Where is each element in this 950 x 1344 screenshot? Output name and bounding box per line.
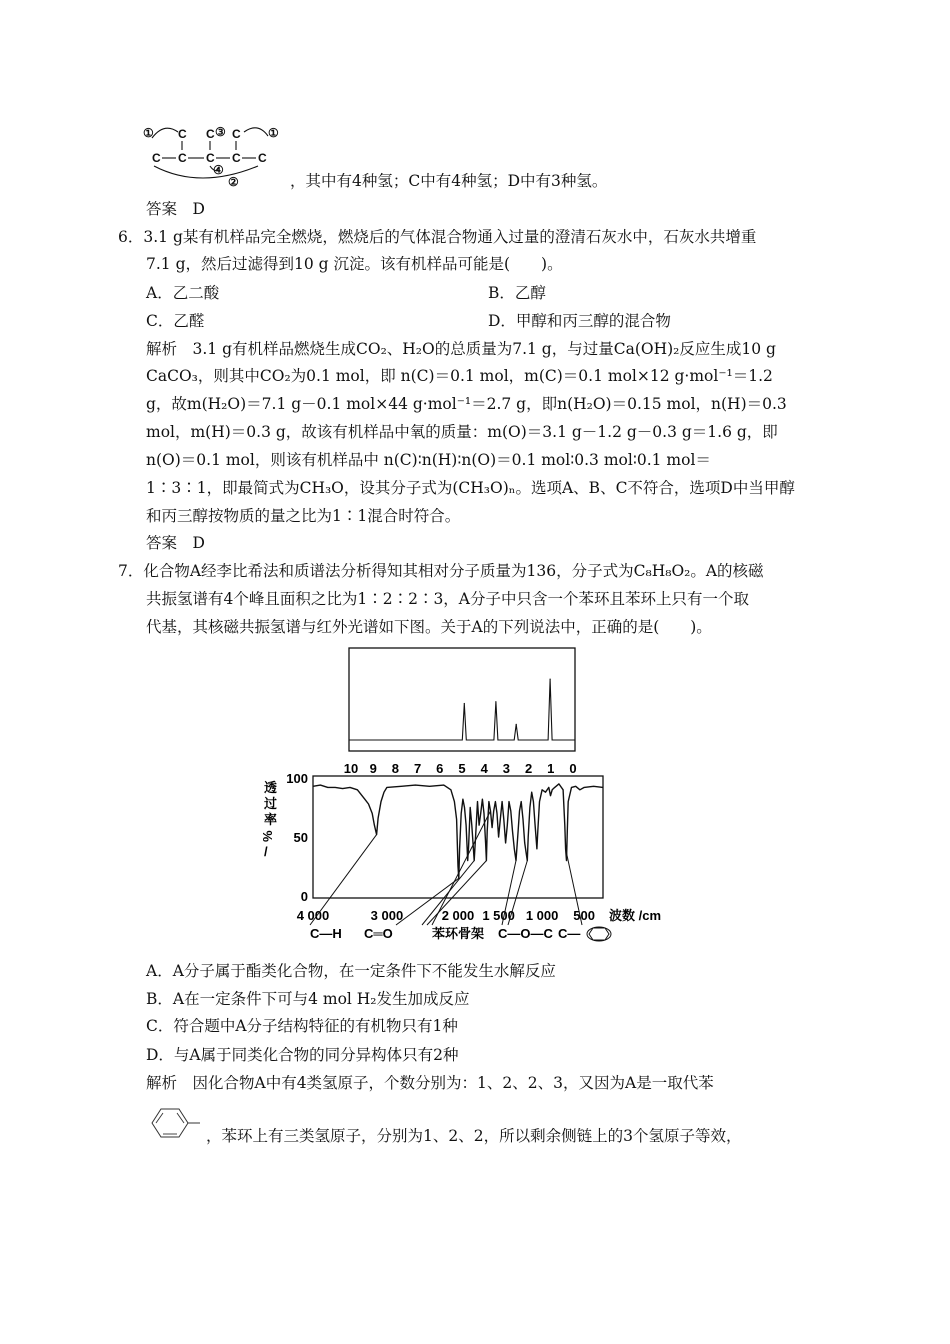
ir-leader-line: [508, 861, 527, 925]
ir-ylabel-1: 透: [264, 780, 278, 795]
nmr-trace: [349, 679, 575, 740]
q6-option-c: C．乙醛: [146, 312, 205, 330]
ir-x-tick-label: 3 000: [370, 908, 404, 923]
q6-analysis-line4: mol，m(H)＝0.3 g，故该有机样品中氧的质量：m(O)＝3.1 g－1.2 g－0.3 g＝1.6 g，即: [146, 423, 778, 441]
q6-analysis-line2: CaCO₃，则其中CO₂为0.1 mol，即 n(C)＝0.1 mol，m(C)＝0.1 mol×12 g·mol⁻¹＝1.2: [146, 367, 773, 385]
mark-3: ③: [215, 125, 226, 139]
ir-ylabel-5: /: [264, 844, 268, 859]
q7-option-a: A．A分子属于酯类化合物，在一定条件下不能发生水解反应: [146, 962, 556, 980]
q6-analysis-line3: g，故m(H₂O)＝7.1 g－0.1 mol×44 g·mol⁻¹＝2.7 g，即n(H₂O)＝0.15 mol，n(H)＝0.3: [146, 395, 787, 413]
ir-annotation-label: 苯环骨架: [432, 926, 485, 941]
atom: C: [152, 151, 161, 165]
ir-y-tick-label: 50: [293, 830, 308, 845]
atom: C: [178, 127, 187, 141]
q7-option-c: C．符合题中A分子结构特征的有机物只有1种: [146, 1017, 458, 1035]
q6-stem-line2: 7.1 g，然后过滤得到10 g 沉淀。该有机样品可能是( )。: [146, 255, 563, 273]
q7-option-d: D．与A属于同类化合物的同分异构体只有2种: [146, 1046, 459, 1064]
nmr-peak: [550, 679, 551, 680]
mark-4: ④: [213, 163, 224, 177]
q6-analysis-line1: 解析 3.1 g有机样品燃烧生成CO₂、H₂O的总质量为7.1 g，与过量Ca(OH)₂反应生成10 g: [146, 340, 776, 358]
ir-annotation-label: C═O: [364, 926, 393, 941]
ir-y-tick-label: 0: [300, 889, 308, 904]
nmr-tick-label: 8: [391, 761, 400, 775]
nmr-tick-label: 5: [458, 761, 466, 775]
atom: C: [258, 151, 267, 165]
atom: C: [178, 151, 187, 165]
q6-answer: 答案 D: [146, 534, 205, 552]
branched-structure-diagram: [140, 120, 280, 192]
atom: C: [206, 127, 215, 141]
ir-phenyl-hexagon: [589, 928, 609, 940]
q7-stem-line1: 7．化合物A经李比希法和质谱法分析得知其相对分子质量为136，分子式为C₈H₈O₂。A的核磁: [118, 562, 764, 580]
ir-x-tick-label: 4 000: [296, 908, 330, 923]
q6-analysis-line5: n(O)＝0.1 mol，则该有机样品中 n(C)∶n(H)∶n(O)＝0.1 mol∶0.3 mol∶0.1 mol＝: [146, 451, 711, 469]
nmr-spectrum-chart: [330, 645, 590, 775]
nmr-tick-label: 4: [480, 761, 488, 775]
q6-option-d: D．甲醇和丙三醇的混合物: [488, 312, 671, 330]
ir-x-tick-label: 1 000: [525, 908, 559, 923]
nmr-tick-label: 10: [343, 761, 359, 775]
q5-answer: 答案 D: [146, 200, 205, 218]
ir-ylabel-4: %: [260, 830, 275, 842]
q6-stem-line1: 6．3.1 g某有机样品完全燃烧，燃烧后的气体混合物通入过量的澄清石灰水中，石灰水共增重: [118, 228, 757, 246]
ir-ylabel-3: 率: [264, 812, 278, 827]
q6-analysis-line6: 1∶3∶1，即最简式为CH₃O，设其分子式为(CH₃O)ₙ。选项A、B、C不符合，选项D中当甲醇: [146, 479, 795, 497]
ir-x-tick-label: 1 500: [482, 908, 515, 923]
nmr-tick-label: 3: [502, 761, 511, 775]
nmr-tick-label: 7: [413, 761, 422, 775]
q7-stem-line2: 共振氢谱有4个峰且面积之比为1∶2∶2∶3，A分子中只含一个苯环且苯环上只有一个取: [146, 590, 750, 608]
ir-x-tick-label: 2 000: [441, 908, 475, 923]
q7-stem-line3: 代基，其核磁共振氢谱与红外光谱如下图。关于A的下列说法中，正确的是( )。: [146, 618, 712, 636]
q5-text: ，其中有4种氢；C中有4种氢；D中有3种氢。: [290, 172, 608, 190]
q6-option-b: B．乙醇: [488, 284, 546, 302]
ir-spectrum-chart: [256, 772, 676, 947]
nmr-peak: [495, 701, 496, 702]
atom: C: [206, 151, 215, 165]
mark-1-left: ①: [143, 126, 154, 140]
ir-x-tick-label: 500: [573, 908, 596, 923]
ir-annotation-label: C—: [558, 926, 581, 941]
ir-annotation-label: C—H: [310, 926, 342, 941]
mark-1-right: ①: [268, 126, 279, 140]
nmr-tick-label: 0: [569, 761, 577, 775]
phenyl-ring-drawing: [144, 1104, 204, 1144]
nmr-peak: [516, 724, 517, 725]
ir-leader-line: [310, 835, 377, 925]
ir-phenyl-ring: [587, 927, 611, 941]
nmr-peak: [464, 703, 465, 704]
ir-y-tick-label: 100: [286, 772, 308, 786]
nmr-tick-label: 2: [524, 761, 533, 775]
q7-analysis-line1: 解析 因化合物A中有4类氢原子，个数分别为：1、2、2、3，又因为A是一取代苯: [146, 1074, 714, 1092]
ir-ylabel-2: 过: [264, 796, 278, 811]
nmr-tick-label: 6: [436, 761, 444, 775]
ir-annotation-label: C—O—C: [498, 926, 553, 941]
q7-analysis-line2: ，苯环上有三类氢原子，分别为1、2、2，所以剩余侧链上的3个氢原子等效，: [206, 1127, 742, 1145]
atom: C: [232, 127, 241, 141]
atom: C: [232, 151, 241, 165]
ir-xlabel: 波数 /cm: [609, 908, 662, 923]
nmr-tick-label: 9: [369, 761, 377, 775]
ir-frame: [313, 776, 603, 898]
q7-option-b: B．A在一定条件下可与4 mol H₂发生加成反应: [146, 990, 470, 1008]
mark-2: ②: [228, 175, 239, 189]
q6-option-a: A．乙二酸: [146, 284, 220, 302]
nmr-tick-label: 1: [547, 761, 555, 775]
q6-analysis-line7: 和丙三醇按物质的量之比为1∶1混合时符合。: [146, 507, 461, 525]
ir-trace: [313, 784, 603, 878]
